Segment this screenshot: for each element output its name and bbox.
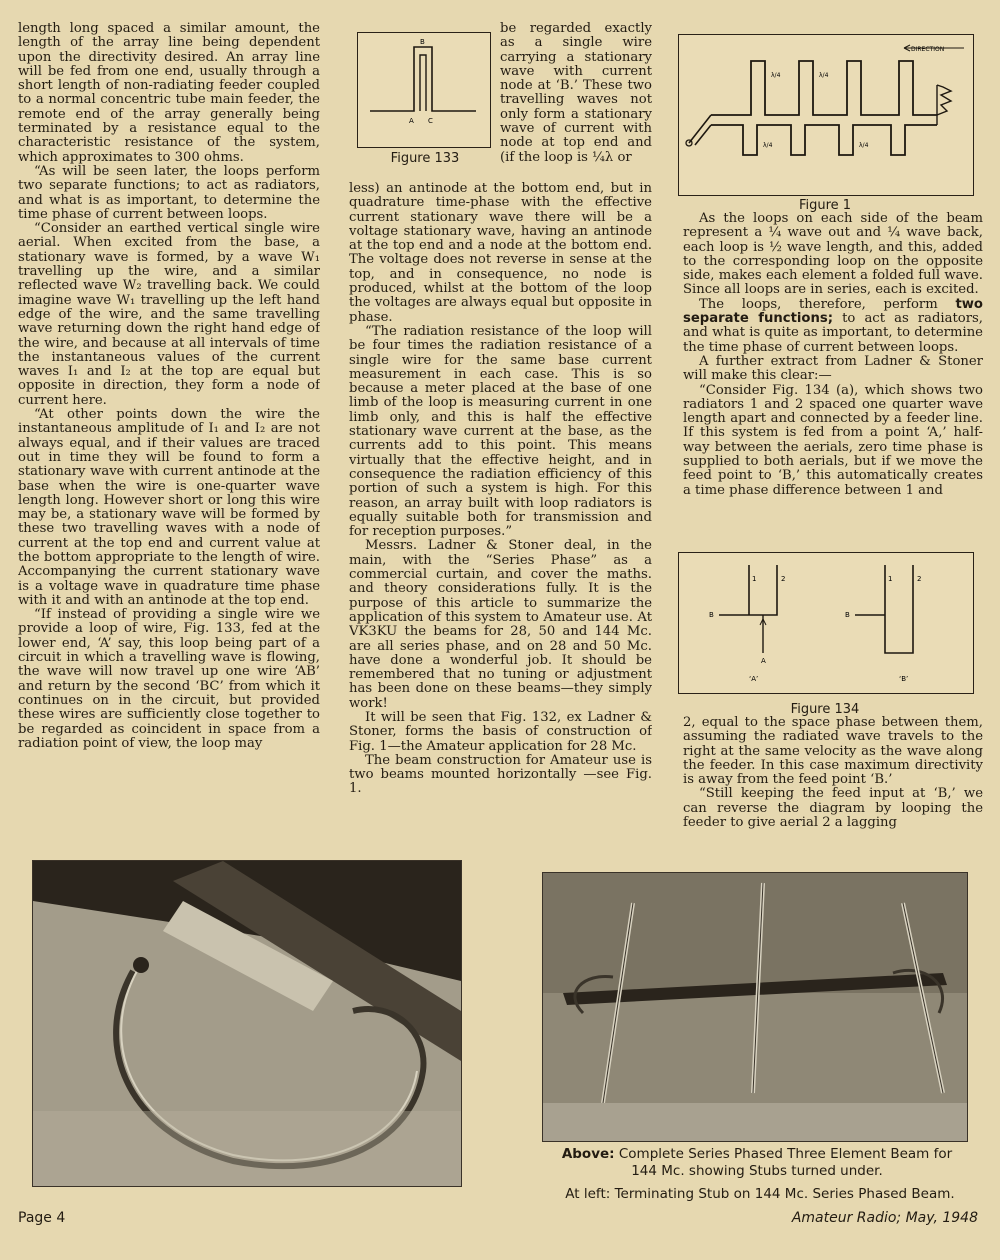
paragraph <box>683 298 983 355</box>
paragraph: The beam construction for Amateur use is two beams mounted horizontally —see Fig. 1. <box>349 752 652 797</box>
quarter-wave-label: λ/4 <box>819 72 829 79</box>
paragraph: “Consider an earthed vertical single wire aerial. When excited from the base, a stationary wave is formed, by a wave W₁ travelling up the wire, and a similar reflected wave W₂ travelling back. We could imagine wave W₁ travelling up the left hand edge of the wire, and the same travelling wave returning down the right hand edge of the wire, and because at all intervals of time the instantaneous values of the current waves I₁ and I₂ at the top are equal but opposite in direction, they form a node of current here. <box>18 221 320 408</box>
paragraph: length long spaced a similar amount, the length of the array line being dependent upon the directivity desired. An array line will be fed from one end, usually through a short length of non-radiating feeder coupled to a normal concentric tube main feeder, the remote end of the array generally being terminated by a resistance equal to the characteristic resistance of the system, which approximates to 300 ohms. <box>18 22 320 165</box>
figure-1-diagram <box>679 35 973 195</box>
paragraph: be regarded exactly as a single wire carrying a stationary wave with current node at ‘B.’ These two travelling waves not only form a stationary wave of current with node at top end and (if the loop is ¼λ or <box>500 22 652 165</box>
quarter-wave-label: λ/4 <box>771 72 781 79</box>
text-column-2 <box>349 182 652 842</box>
paragraph: “If instead of providing a single wire we provide a loop of wire, Fig. 133, fed at the lower end, ‘A’ say, this loop being part of a circuit in which a travelling wave is flowing, the wave will now travel up one wire ‘AB’ and return by the second ‘BC’ from which it continues on in the circuit, but provided these wires are sufficiently close together to be regarded as coincident in space from a radiation point of view, the loop may <box>18 607 320 751</box>
caption-text: Complete Series Phased Three Element Beam for 144 Mc. showing Stubs turned under. <box>614 1146 953 1179</box>
paragraph: “As will be seen later, the loops perform two separate functions; to act as radiators, and what is as important, to determine the time phase of current between loops. <box>18 163 320 222</box>
photo-terminating-stub <box>32 860 462 1187</box>
label-b: B <box>709 611 714 619</box>
caption-prefix: Above: <box>561 1146 615 1162</box>
figure-1-caption: Figure 1 <box>798 198 852 213</box>
label-a: A <box>409 117 414 125</box>
label-1: 1 <box>752 575 757 583</box>
paragraph: As the loops on each side of the beam represent a ¼ wave out and ¼ wave back, each loop is ½ wave length, and this, added to the corresponding loop on the opposite side, makes each element a folded full wave. Since all loops are in series, each is excited. <box>683 212 983 298</box>
photo-terminating-stub-image <box>33 861 461 1186</box>
text-run: to act as radiators, and what is quite as important, to determine the time phase of current between loops. <box>683 311 983 355</box>
text-column-1 <box>18 22 320 842</box>
photo-three-element-beam <box>542 872 968 1142</box>
paragraph: “Still keeping the feed input at ‘B,’ we can reverse the diagram by looping the feeder to give aerial 2 a lagging <box>683 786 983 831</box>
paragraph: “The radiation resistance of the loop will be four times the radiation resistance of a single wire for the same base current measurement in each case. This is so because a meter placed at the base of one limb of the loop is measuring current in one limb only, and this is half the effective stationary wave current at the base, as the currents add to this point. This means virtually that the effective height, and in consequence the radiation efficiency of this portion of such a system is high. For this reason, an array built with loop radiators is equally suitable both for transmission and for reception purposes.” <box>349 323 652 540</box>
journal-footer: Amateur Radio; May, 1948 <box>791 1210 978 1226</box>
figure-133-caption: Figure 133 <box>390 151 460 166</box>
photo-caption-left: At left: Terminating Stub on 144 Mc. Series Phased Beam. <box>565 1186 955 1202</box>
sub-label-b: ‘B’ <box>899 675 909 683</box>
page-number: Page 4 <box>18 1210 66 1226</box>
label-c: C <box>428 117 433 125</box>
figure-133-box <box>357 32 491 148</box>
paragraph: “At other points down the wire the instantaneous amplitude of I₁ and I₂ are not always equal, and if their values are traced out in time they will be found to form a stationary wave with current antinode at the base when the wire is one-quarter wave length long. However short or long this wire may be, a stationary wave will be formed by these two travelling waves with a node of current at the top end and current value at the bottom appropriate to the length of wire. Accompanying the current stationary wave is a voltage wave in quadrature time phase with it and with an antinode at the top end. <box>18 407 320 608</box>
figure-1-box <box>678 34 974 196</box>
text-column-2-top <box>500 22 652 184</box>
figure-134-diagram <box>679 553 973 693</box>
figure-133-diagram <box>358 33 490 147</box>
paragraph: 2, equal to the space phase between them, assuming the radiated wave travels to the right at the same velocity as the wave along the feeder. In this case maximum directivity is away from the feed point ‘B.’ <box>683 716 983 788</box>
label-b: B <box>845 611 850 619</box>
label-2: 2 <box>917 575 922 583</box>
paragraph: It will be seen that Fig. 132, ex Ladner & Stoner, forms the basis of construction of Fig. 1—the Amateur application for 28 Mc. <box>349 709 652 754</box>
photo-caption-above <box>552 1146 962 1180</box>
figure-134-caption: Figure 134 <box>790 702 860 717</box>
label-2: 2 <box>781 575 786 583</box>
sub-label-a: ‘A’ <box>749 675 759 683</box>
quarter-wave-label: λ/4 <box>859 142 869 149</box>
quarter-wave-label: λ/4 <box>763 142 773 149</box>
emphasis: two separate functions; <box>683 296 983 327</box>
paragraph: less) an antinode at the bottom end, but in quadrature time-phase with the effective current stationary wave there will be a voltage stationary wave, having an antinode at the top end and a node at the bottom end. The voltage does not reverse in sense at the top, and in consequence, no node is produced, whilst at the bottom of the loop the voltages are always equal but opposite in phase. <box>349 182 652 325</box>
paragraph: A further extract from Ladner & Stoner will make this clear:— <box>683 353 983 384</box>
paragraph: “Consider Fig. 134 (a), which shows two radiators 1 and 2 spaced one quarter wave length apart and connected by a feeder line. If this system is fed from a point ‘A,’ half-way between the aerials, zero time phase is supplied to both aerials, but if we move the feed point to ‘B,’ this automatically creates a time phase difference between 1 and <box>683 382 983 498</box>
text-run: The loops, therefore, perform <box>699 296 956 312</box>
paragraph: Messrs. Ladner & Stoner deal, in the main, with the “Series Phase” as a commercial curtain, and cover the maths. and theory considerations fully. It is the purpose of this article to summarize the application of this system to Amateur use. At VK3KU the beams for 28, 50 and 144 Mc. are all series phase, and on 28 and 50 Mc. have done a wonderful job. It should be remembered that no tuning or adjustment has been done on these beams—they simply work! <box>349 538 652 711</box>
direction-label: DIRECTION <box>911 46 945 53</box>
text-column-3-lower <box>683 716 983 846</box>
figure-134-box <box>678 552 974 694</box>
text-column-3-upper <box>683 212 983 542</box>
label-a: A <box>761 657 766 665</box>
photo-three-element-beam-image <box>543 873 967 1141</box>
label-b: B <box>420 38 425 46</box>
label-1: 1 <box>888 575 893 583</box>
